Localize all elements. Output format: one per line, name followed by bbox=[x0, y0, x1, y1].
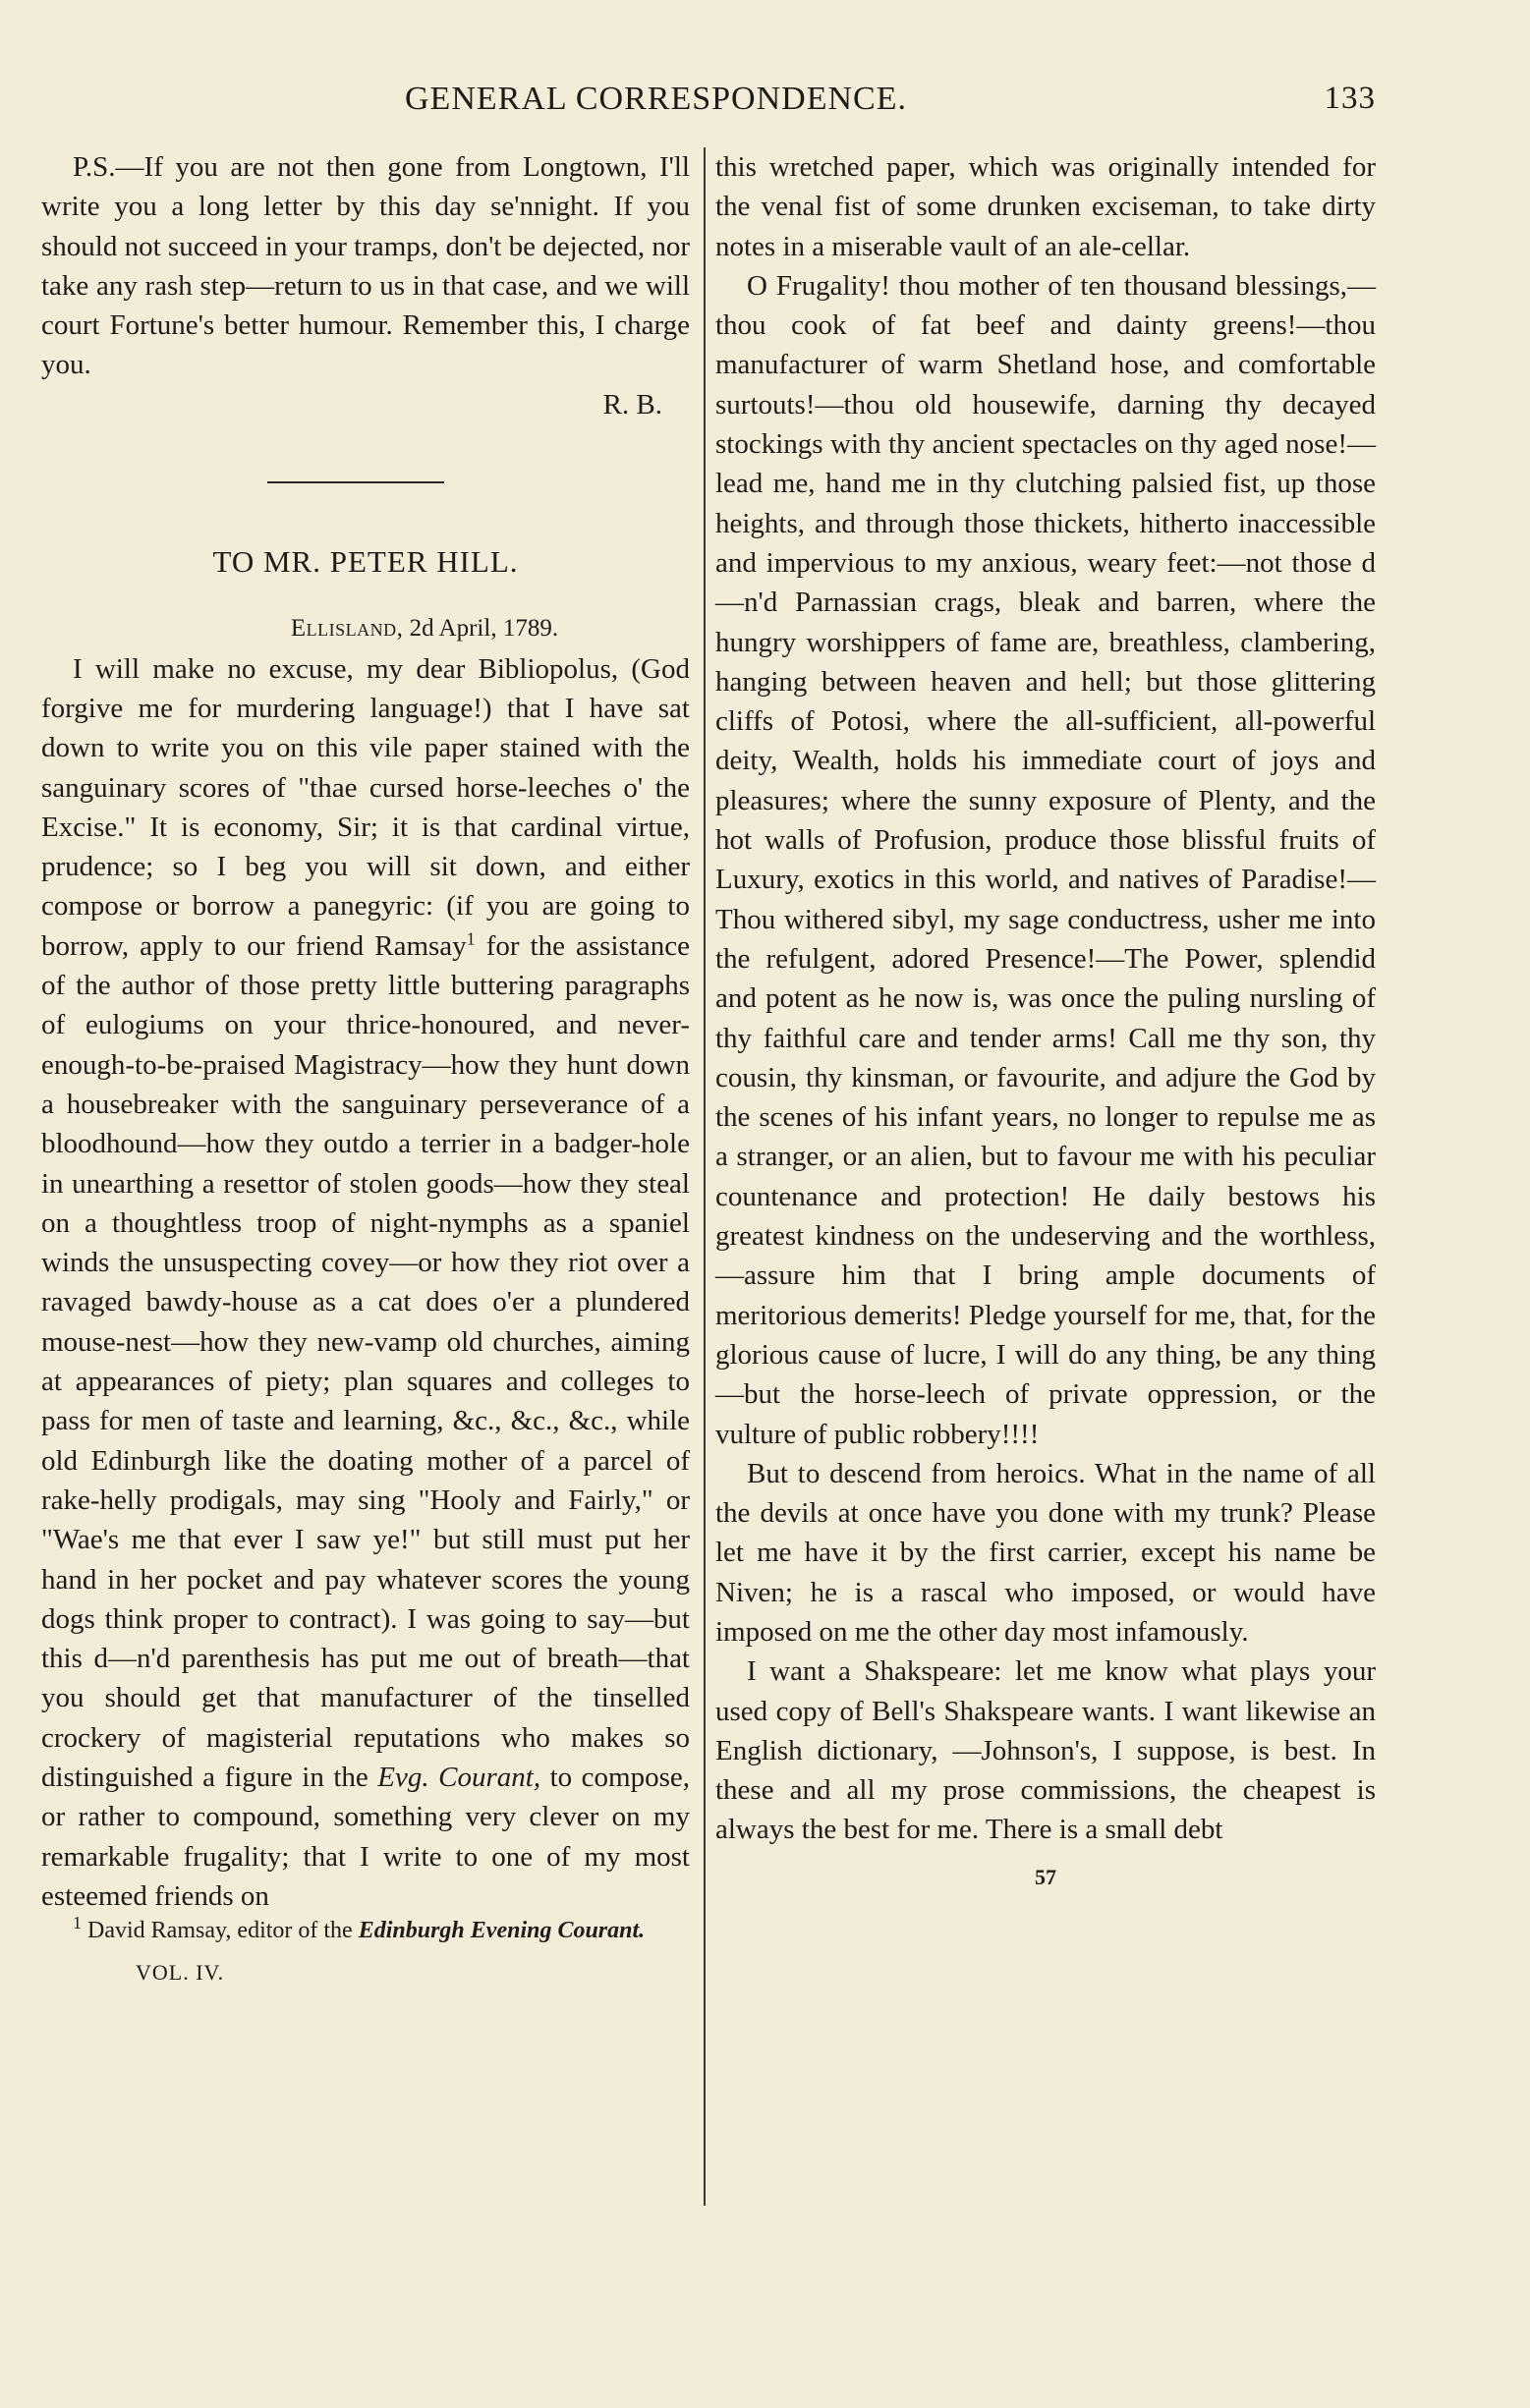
column-divider bbox=[704, 147, 706, 2206]
postscript-signature: R. B. bbox=[602, 388, 662, 420]
footnote-text: David Ramsay, editor of the bbox=[82, 1918, 359, 1944]
section-rule bbox=[267, 481, 444, 483]
letter-title: TO MR. PETER HILL. bbox=[212, 544, 519, 580]
letter-paragraph-1 bbox=[41, 649, 690, 1917]
running-title: GENERAL CORRESPONDENCE. bbox=[405, 81, 907, 117]
continuation-paragraph: this wretched paper, which was originally intended for the venal fist of some drunken exciseman, to take dirty notes in a miserable vault of an ale-cellar. bbox=[715, 151, 1376, 262]
footnote-reference: 1 bbox=[466, 928, 476, 949]
footnote bbox=[41, 1913, 690, 1945]
right-column bbox=[715, 147, 1376, 1897]
letter-text-part-3: to compose, or rather to compound, something very clever on my remarkable frugality; that I write to one of my most esteemed friends on bbox=[41, 1761, 690, 1912]
dateline-date: 2d April, 1789. bbox=[409, 615, 559, 643]
signature-mark: 57 bbox=[1035, 1864, 1056, 1889]
left-column bbox=[41, 147, 690, 1992]
shakspeare-paragraph: I want a Shakspeare: let me know what plays your used copy of Bell's Shakspeare wants. I want likewise an English dictionary, —Johnson's, I suppose, is best. In these and all my prose commissions, the cheapest is always the best for me. There is a small debt bbox=[715, 1655, 1376, 1846]
letter-text-part-2: for the assistance of the author of those pretty little buttering paragraphs of eulogiums on your thrice-honoured, and never-enough-to-be-praised Magistracy—how they hunt down a housebreaker with the sanguinary perseverance of a bloodhound—how they outdo a terrier in a badger-hole in unearthing a resettor of stolen goods—how they steal on a thoughtless troop of night-nymphs as a spaniel winds the unsuspecting covey—or how they riot over a ravaged bawdy-house as a cat does o'er a plundered mouse-nest—how they new-vamp old churches, aiming at appearances of piety; plan squares and colleges to pass for men of taste and learning, &c., &c., &c., while old Edinburgh like the doating mother of a parcel of rake-helly prodigals, may sing "Hooly and Fairly," or "Wae's me that ever I saw ye!" but still must put her hand in her pocket and pay whatever scores the young dogs think proper to contract). I was going to say—but this d—n'd parenthesis has put me out of breath—that you should get that manufacturer of the tinselled crockery of magisterial reputations who makes so distinguished a figure in the bbox=[41, 929, 690, 1793]
letter-dateline bbox=[159, 609, 690, 648]
newspaper-title: Evg. Courant, bbox=[377, 1761, 541, 1793]
letter-text-part-1: I will make no excuse, my dear Bibliopolus, (God forgive me for murdering language!) that I have sat down to write you on this vile paper stained with the sanguinary scores of "thae cursed horse-leeches o' the Excise." It is economy, Sir; it is that cardinal virtue, prudence; so I beg you will sit down, and either compose or borrow a panegyric: (if you are going to borrow, apply to our friend Ramsay bbox=[41, 652, 690, 962]
heroics-paragraph: But to descend from heroics. What in the name of all the devils at once have you done with my trunk? Please let me have it by the first carrier, except his name be Niven; he is a rascal who imposed, or would have imposed on me the other day most infamously. bbox=[715, 1457, 1376, 1648]
dateline-place: Ellisland, bbox=[290, 615, 404, 643]
frugality-paragraph: O Frugality! thou mother of ten thousand blessings,—thou cook of fat beef and dainty greens!—thou manufacturer of warm Shetland hose, and comfortable surtouts!—thou old housewife, darning thy decayed stockings with thy ancient spectacles on thy aged nose!—lead me, hand me in thy clutching palsied fist, up those heights, and through those thickets, hitherto inaccessible and impervious to my anxious, weary feet:—not those d—n'd Parnassian crags, bleak and barren, where the hungry worshippers of fame are, breathless, clambering, hanging between heaven and hell; but those glittering cliffs of Potosi, where the all-sufficient, all-powerful deity, Wealth, holds his immediate court of joys and pleasures; where the sunny exposure of Plenty, and the hot walls of Profusion, produce those blissful fruits of Luxury, exotics in this world, and natives of Paradise!—Thou withered sibyl, my sage conductress, usher me into the refulgent, adored Presence!—The Power, splendid and potent as he now is, was once the puling nursling of thy faithful care and tender arms! Call me thy son, thy cousin, thy kinsman, or favourite, and adjure the God by the scenes of his infant years, no longer to repulse me as a stranger, or an alien, but to favour me with his peculiar countenance and protection! He daily bestows his greatest kindness on the undeserving and the worthless,—assure him that I bring ample documents of meritorious demerits! Pledge yourself for me, that, for the glorious cause of lucre, I will do any thing, be any thing—but the horse-leech of private oppression, or the vulture of public robbery!!!! bbox=[715, 269, 1376, 1450]
page-number: 133 bbox=[1324, 81, 1376, 116]
volume-label: VOL. IV. bbox=[136, 1960, 225, 1986]
footnote-italic: Edinburgh Evening Courant. bbox=[358, 1918, 646, 1944]
postscript-paragraph: P.S.—If you are not then gone from Longtown, I'll write you a long letter by this day se'nnight. If you should not succeed in your tramps, don't be dejected, nor take any rash step—return to us in that case, and we will court Fortune's better humour. Remember this, I charge you. bbox=[41, 151, 690, 381]
footnote-number: 1 bbox=[73, 1913, 82, 1933]
